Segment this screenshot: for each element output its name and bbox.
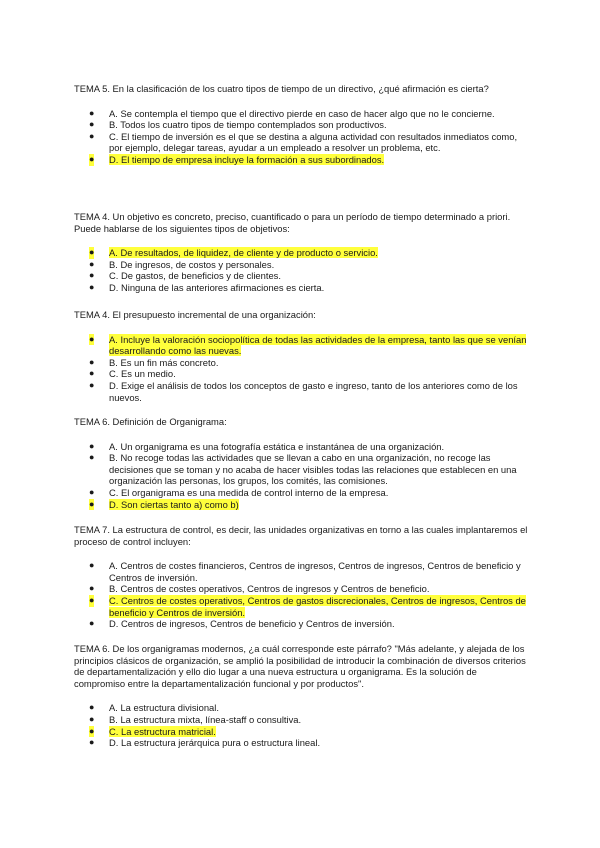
answer-list (74, 247, 530, 293)
option-text: B. Centros de costes operativos, Centros de ingresos y Centros de beneficio. (109, 583, 430, 595)
answer-list (74, 441, 530, 511)
answer-option (74, 618, 530, 630)
option-text: A. De resultados, de liquidez, de cliente y de producto o servicio. (109, 247, 378, 259)
question-block (74, 309, 530, 403)
bullet-icon: ● (89, 618, 95, 629)
answer-option (74, 737, 530, 749)
option-text: A. Se contempla el tiempo que el directivo pierde en caso de hacer algo que no le concierne. (109, 107, 495, 119)
option-text: B. La estructura mixta, línea-staff o consultiva. (109, 713, 302, 725)
question-text: TEMA 6. De los organigramas modernos, ¿a cuál corresponde este párrafo? "Más adelante, y alejada de los principios clásicos de organización, se amplió la posibilidad de introducir la combinación de diversos criterios de departamentalización y ello dio lugar a una nueva estructura u organigrama. Es la solución de compromiso entre la departamentalización funcional y por productos". (74, 643, 526, 689)
answer-option (74, 368, 530, 380)
bullet-icon: ● (89, 379, 95, 390)
answer-option-highlighted (74, 595, 530, 618)
bullet-icon: ● (89, 594, 95, 605)
bullet-icon: ● (89, 119, 95, 130)
bullet-icon: ● (89, 713, 95, 724)
answer-option-highlighted (74, 499, 530, 511)
option-text: C. La estructura matricial. (109, 725, 216, 737)
answer-option (74, 702, 530, 714)
option-text: D. Exige el análisis de todos los conceptos de gasto e ingreso, tanto de los anteriores como de los nuevos. (109, 379, 518, 403)
option-text: A. La estructura divisional. (109, 702, 219, 714)
bullet-icon: ● (89, 498, 95, 509)
question-text: TEMA 6. Definición de Organigrama: (74, 416, 227, 427)
bullet-icon: ● (89, 452, 95, 463)
bullet-icon: ● (89, 107, 95, 118)
answer-list (74, 108, 530, 166)
answer-option-highlighted (74, 726, 530, 738)
question-block (74, 643, 530, 749)
answer-option (74, 119, 530, 131)
answer-option (74, 270, 530, 282)
answer-option-highlighted (74, 247, 530, 259)
option-text: A. Un organigrama es una fotografía estática e instantánea de una organización. (109, 440, 445, 452)
bullet-icon: ● (89, 333, 95, 344)
option-text: B. No recoge todas las actividades que se llevan a cabo en una organización, no recoge las decisiones que se toman y no acaba de hacer visibles todas las relaciones que establecen en una organización las personas, los grupos, los comités, las comisiones. (109, 452, 517, 487)
question-text: TEMA 7. La estructura de control, es decir, las unidades organizativas en torno a las cuales implantaremos el proceso de control incluyen: (74, 524, 528, 547)
bullet-icon: ● (89, 702, 95, 713)
answer-option (74, 583, 530, 595)
question-block (74, 524, 530, 630)
bullet-icon: ● (89, 258, 95, 269)
bullet-icon: ● (89, 281, 95, 292)
answer-option (74, 560, 530, 583)
answer-option (74, 380, 530, 403)
bullet-icon: ● (89, 583, 95, 594)
question-text: TEMA 4. El presupuesto incremental de una organización: (74, 309, 316, 320)
option-text: D. Ninguna de las anteriores afirmaciones es cierta. (109, 281, 325, 293)
answer-option (74, 108, 530, 120)
question-text: TEMA 4. Un objetivo es concreto, preciso, cuantificado o para un período de tiempo determinado a priori. Puede hablarse de los siguientes tipos de objetivos: (74, 211, 511, 234)
question-block (74, 211, 530, 294)
answer-option (74, 714, 530, 726)
option-text: C. Es un medio. (109, 368, 176, 380)
answer-option (74, 441, 530, 453)
bullet-icon: ● (89, 486, 95, 497)
option-text: C. Centros de costes operativos, Centros de gastos discrecionales, Centros de ingresos, Centros de beneficio y Centros de inversión. (109, 594, 526, 618)
question-text: TEMA 5. En la clasificación de los cuatro tipos de tiempo de un directivo, ¿qué afirmación es cierta? (74, 83, 489, 94)
answer-option-highlighted (74, 154, 530, 166)
answer-list (74, 334, 530, 404)
bullet-icon: ● (89, 368, 95, 379)
answer-list (74, 560, 530, 630)
answer-option (74, 487, 530, 499)
bullet-icon: ● (89, 153, 95, 164)
option-text: C. El organigrama es una medida de control interno de la empresa. (109, 486, 389, 498)
option-text: B. Todos los cuatro tipos de tiempo contemplados son productivos. (109, 119, 387, 131)
answer-option (74, 357, 530, 369)
option-text: D. Son ciertas tanto a) como b) (109, 498, 239, 510)
bullet-icon: ● (89, 247, 95, 258)
bullet-icon: ● (89, 270, 95, 281)
bullet-icon: ● (89, 440, 95, 451)
answer-option (74, 131, 530, 154)
bullet-icon: ● (89, 130, 95, 141)
bullet-icon: ● (89, 725, 95, 736)
question-block (74, 83, 530, 166)
option-text: B. Es un fin más concreto. (109, 356, 219, 368)
bullet-icon: ● (89, 356, 95, 367)
bullet-icon: ● (89, 560, 95, 571)
option-text: D. El tiempo de empresa incluye la formación a sus subordinados. (109, 153, 385, 165)
option-text: B. De ingresos, de costos y personales. (109, 258, 275, 270)
option-text: A. Centros de costes financieros, Centros de ingresos, Centros de ingresos, Centros de beneficio y Centros de inversión. (109, 560, 521, 583)
answer-option (74, 452, 530, 487)
option-text: C. El tiempo de inversión es el que se destina a alguna actividad con resultados inmediatos como, por ejemplo, delegar tareas, ayudar a un empleado a resolver un problema, etc. (109, 130, 518, 154)
answer-option (74, 282, 530, 294)
answer-list (74, 702, 530, 748)
option-text: C. De gastos, de beneficios y de clientes. (109, 270, 281, 282)
bullet-icon: ● (89, 737, 95, 748)
option-text: D. Centros de ingresos, Centros de beneficio y Centros de inversión. (109, 618, 395, 630)
answer-option-highlighted (74, 334, 530, 357)
question-block (74, 416, 530, 510)
option-text: A. Incluye la valoración sociopolítica de todas las actividades de la empresa, tanto las que se venían desarrollando como las nuevas. (109, 333, 527, 357)
answer-option (74, 259, 530, 271)
option-text: D. La estructura jerárquica pura o estructura lineal. (109, 737, 321, 749)
